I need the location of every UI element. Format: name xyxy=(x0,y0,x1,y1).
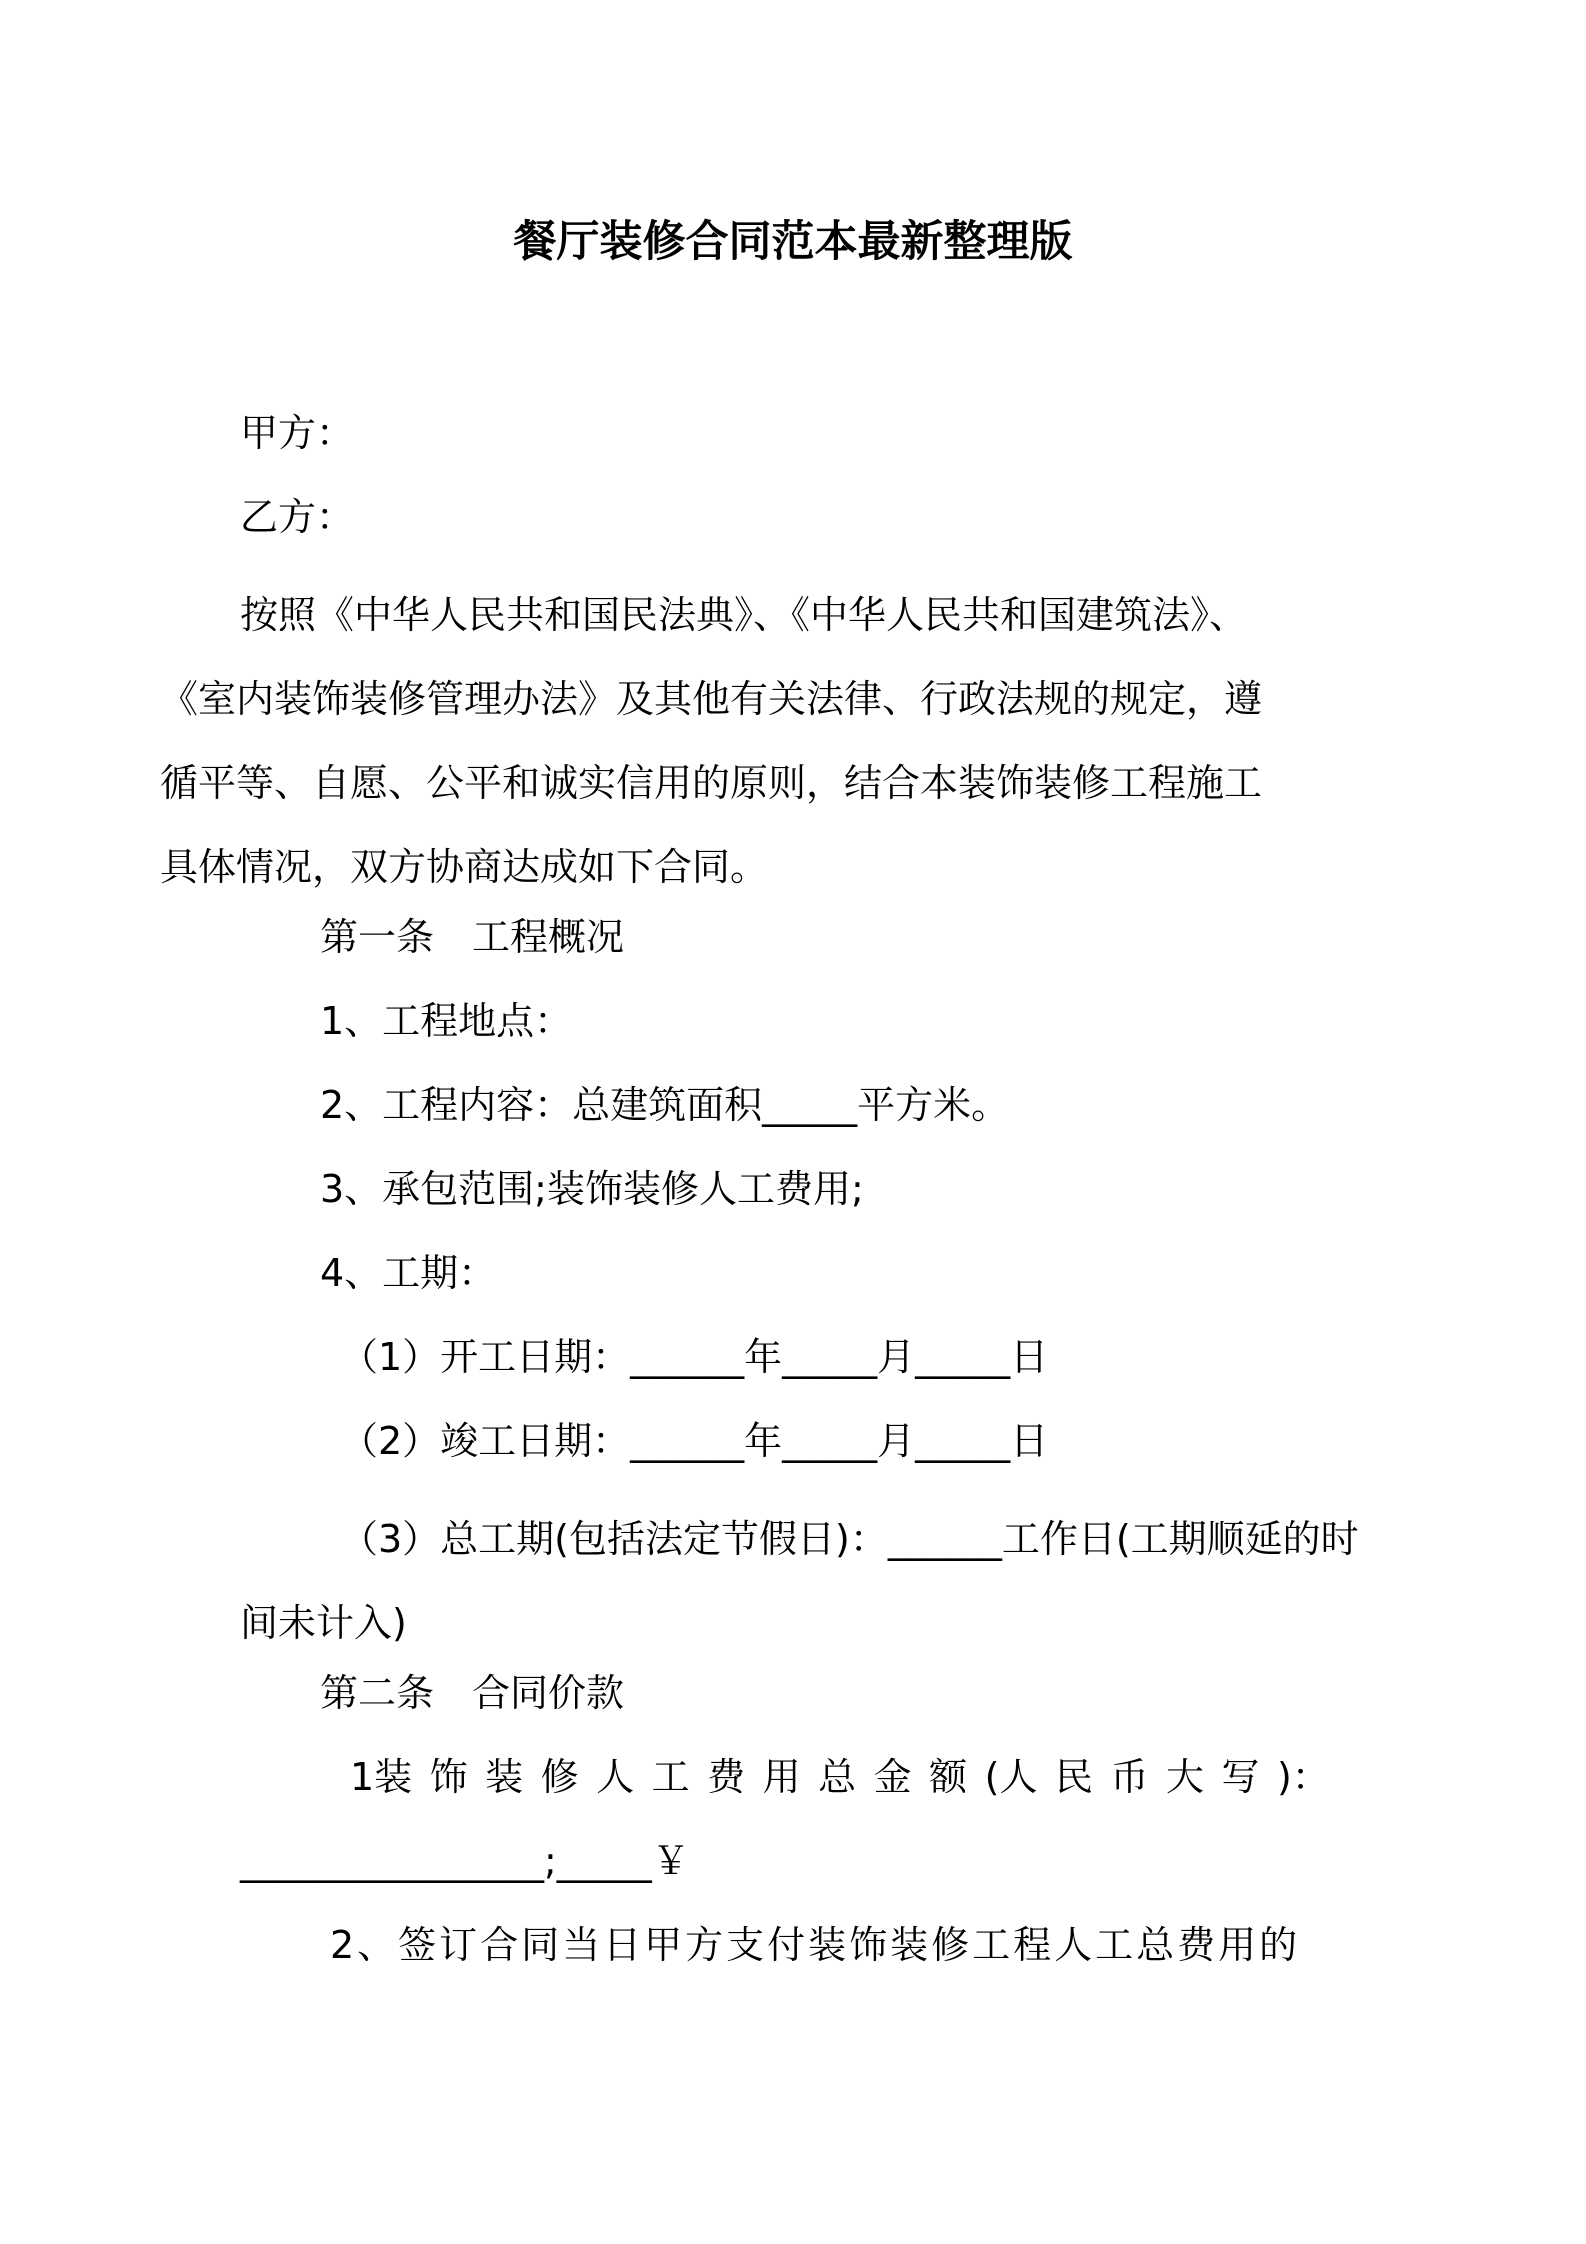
total-fee-char: 工 xyxy=(651,1755,690,1799)
total-fee-blank-line: ________________;_____￥ xyxy=(240,1839,690,1883)
project-location-item: 1、工程地点： xyxy=(320,999,573,1043)
total-fee-char: 写 xyxy=(1221,1755,1260,1799)
article-1-heading: 第一条 工程概况 xyxy=(320,915,625,959)
start-date-item: （1）开工日期：______年_____月_____日 xyxy=(340,1335,1049,1379)
total-fee-char: 额 xyxy=(929,1755,968,1799)
total-fee-char: 大 xyxy=(1165,1755,1204,1799)
total-fee-char: 人 xyxy=(596,1755,635,1799)
duration-item: 4、工期： xyxy=(320,1251,497,1295)
preamble-paragraph: 按照《中华人民共和国民法典》、《中华人民共和国建筑法》、《室内装饰装修管理办法》及其他有关法律、行政法规的规定，遵循平等、自愿、公平和诚实信用的原则，结合本装饰装修工程施工具体情况，双方协商达成如下合同。 xyxy=(160,593,1263,889)
total-fee-char: 币 xyxy=(1110,1755,1149,1799)
total-fee-char: 装 xyxy=(485,1755,524,1799)
total-fee-char: 修 xyxy=(540,1755,579,1799)
total-fee-char: 金 xyxy=(873,1755,912,1799)
article-2-heading: 第二条 合同价款 xyxy=(320,1671,625,1715)
total-fee-char: 饰 xyxy=(429,1755,468,1799)
contract-scope-item: 3、承包范围;装饰装修人工费用; xyxy=(320,1167,864,1211)
party-a-label: 甲方： xyxy=(240,411,355,455)
completion-date-item: （2）竣工日期：______年_____月_____日 xyxy=(340,1419,1049,1463)
party-b-label: 乙方： xyxy=(240,495,355,539)
total-fee-char: 总 xyxy=(818,1755,857,1799)
total-fee-char: 用 xyxy=(762,1755,801,1799)
total-duration-paragraph: （3）总工期(包括法定节假日)：______工作日(工期顺延的时间未计入) xyxy=(240,1517,1359,1645)
project-content-item: 2、工程内容：总建筑面积_____平方米。 xyxy=(320,1083,1010,1127)
total-fee-char: 费 xyxy=(707,1755,746,1799)
total-fee-char: (人 xyxy=(984,1755,1038,1799)
total-fee-line xyxy=(350,1749,1330,1805)
total-fee-char: 民 xyxy=(1054,1755,1093,1799)
total-fee-char: )： xyxy=(1276,1755,1330,1799)
document-title: 餐厅装修合同范本最新整理版 xyxy=(513,217,1073,267)
total-fee-char: 1装 xyxy=(350,1755,413,1799)
payment-clause: 2、签订合同当日甲方支付装饰装修工程人工总费用的 xyxy=(330,1923,1301,1967)
